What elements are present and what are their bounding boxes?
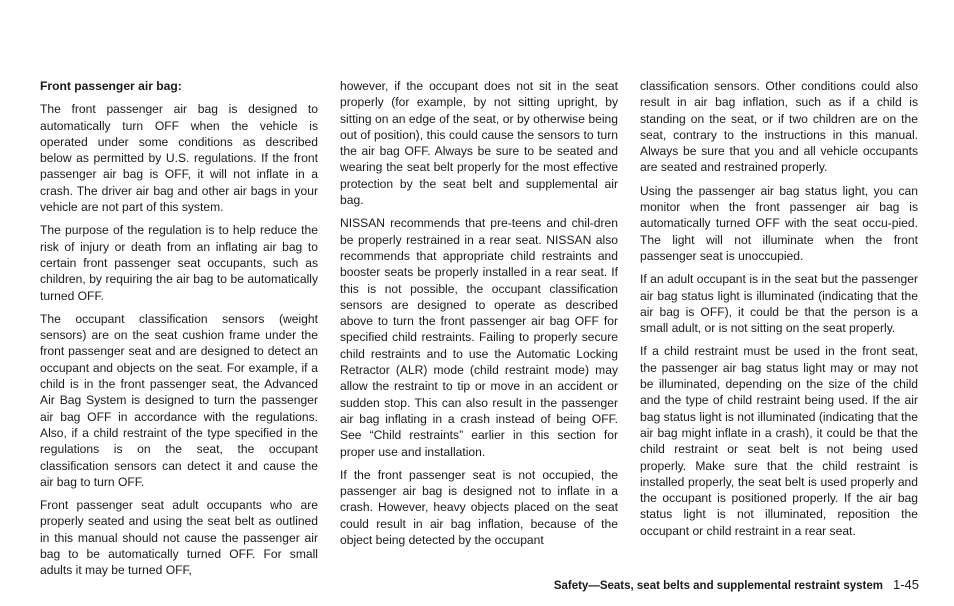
paragraph: classification sensors. Other conditions could also result in air bag inflation, such as if a child is standing on the seat, or if two children are on the seat, contrary to the instructions in this manual. Always be sure that you and all vehicle occupants are seated and restrained properly. <box>640 79 918 175</box>
text-column-1 <box>40 78 318 586</box>
paragraph: Front passenger seat adult occupants who are properly seated and using the seat belt as outlined in this manual should not cause the passenger air bag to be automatically turned OFF. For small adults it may be turned OFF, <box>40 498 318 578</box>
paragraph: The occupant classification sensors (weight sensors) are on the seat cushion frame under the front passenger seat and are designed to detect an occupant and objects on the seat. For example, if a child is in the front passenger seat, the Advanced Air Bag System is designed to turn the passenger air bag OFF in accordance with the regulations. Also, if a child restraint of the type specified in the regulations is on the seat, the occupant classification sensors can detect it and cause the air bag to turn OFF. <box>40 311 318 489</box>
text-column-2 <box>340 78 618 555</box>
paragraph: If an adult occupant is in the seat but the passenger air bag status light is illuminated (indicating that the air bag is OFF), it could be that the person is a small adult, or is not sitting on the seat properly. <box>640 272 918 336</box>
paragraph: however, if the occupant does not sit in the seat properly (for example, by not sitting upright, by sitting on an edge of the seat, or by otherwise being out of position), this could cause the sensors to turn the air bag OFF. Always be sure to be seated and wearing the seat belt properly for the most effective protection by the seat belt and supplemental air bag. <box>340 79 618 208</box>
page-number: 1-45 <box>892 577 919 592</box>
page-footer <box>554 577 919 592</box>
text-column-3 <box>640 78 918 546</box>
paragraph: NISSAN recommends that pre-teens and chil-dren be properly restrained in a rear seat. NISSAN also recommends that appropriate child restraints and booster seats be properly installed in a rear seat. If this is not possible, the occupant classification sensors are designed to operate as described above to turn the front passenger air bag OFF for specified child restraints. Failing to properly secure child restraints and to use the Automatic Locking Retractor (ALR) mode (child restraint mode) may allow the restraint to tip or move in an accident or sudden stop. This can also result in the passenger air bag inflating in a crash instead of being OFF. See “Child restraints” earlier in this section for proper use and installation. <box>340 216 618 459</box>
paragraph: The front passenger air bag is designed to automatically turn OFF when the vehicle is operated under some conditions as described below as permitted by U.S. regulations. If the front passenger air bag is OFF, it will not inflate in a crash. The driver air bag and other air bags in your vehicle are not part of this system. <box>40 102 318 215</box>
section-heading: Front passenger air bag: <box>40 79 182 93</box>
paragraph: The purpose of the regulation is to help reduce the risk of injury or death from an inflating air bag to certain front passenger seat occupants, such as children, by requiring the air bag to be automatically turned OFF. <box>40 223 318 303</box>
footer-section-title: Safety—Seats, seat belts and supplemental restraint system <box>553 580 883 592</box>
paragraph: If a child restraint must be used in the front seat, the passenger air bag status light may or may not be illuminated, depending on the size of the child and the type of child restraint being used. If the air bag status light is not illuminated (indicating that the air bag might inflate in a crash), it could be that the child restraint or seat belt is not being used properly. Make sure that the child restraint is installed properly, the seat belt is used properly and the occupant is positioned properly. If the air bag status light is not illuminated, reposition the occupant or child restraint in a rear seat. <box>640 344 918 538</box>
paragraph: If the front passenger seat is not occupied, the passenger air bag is designed not to inflate in a crash. However, heavy objects placed on the seat could result in air bag inflation, because of the object being detected by the occupant <box>340 467 618 548</box>
paragraph: Using the passenger air bag status light, you can monitor when the front passenger air bag is automatically turned OFF with the seat occu-pied. The light will not illuminate when the front passenger seat is unoccupied. <box>640 183 918 263</box>
